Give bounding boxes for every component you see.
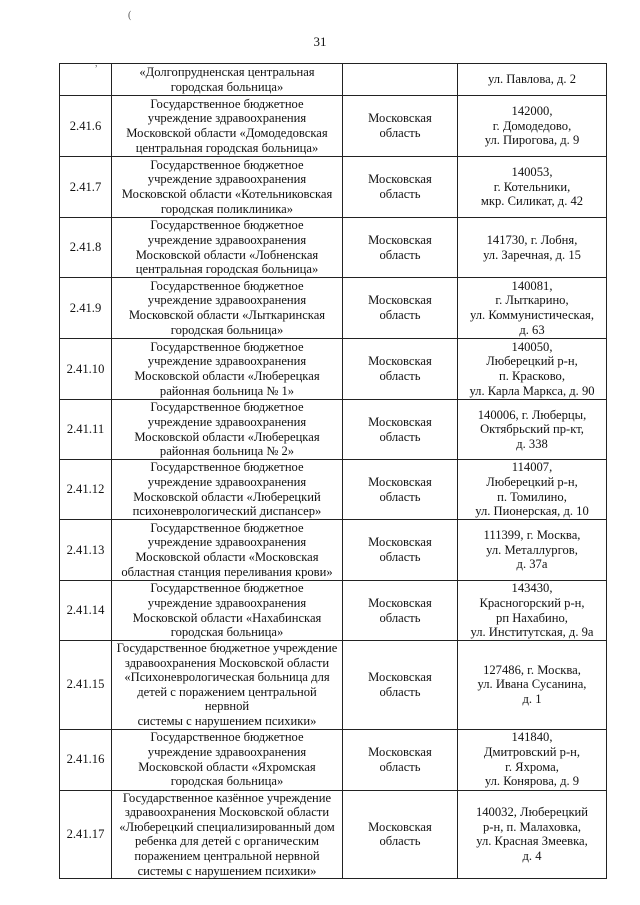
address: ул. Павлова, д. 2	[458, 64, 607, 96]
table-row	[60, 64, 607, 96]
row-number: 2.41.13	[60, 520, 112, 581]
table-row	[60, 339, 607, 400]
region: Московская область	[343, 96, 458, 157]
institution-name: Государственное бюджетное учреждение здравоохранения Московской области «Лыткаринская городская больница»	[112, 278, 343, 339]
address: 143430, Красногорский р-н, рп Нахабино, ул. Институтская, д. 9а	[458, 581, 607, 641]
address: 140032, Люберецкий р-н, п. Малаховка, ул. Красная Змеевка, д. 4	[458, 790, 607, 879]
region	[343, 64, 458, 96]
region: Московская область	[343, 278, 458, 339]
row-number: 2.41.6	[60, 96, 112, 157]
row-number: 2.41.17	[60, 790, 112, 879]
table-row	[60, 157, 607, 218]
address: 140050, Люберецкий р-н, п. Красково, ул. Карла Маркса, д. 90	[458, 339, 607, 400]
table-row	[60, 790, 607, 879]
row-number: 2.41.14	[60, 581, 112, 641]
institution-name: Государственное бюджетное учреждение здравоохранения Московской области «Люберецкая районная больница № 2»	[112, 400, 343, 460]
row-number: 2.41.7	[60, 157, 112, 218]
institution-name: Государственное бюджетное учреждение здравоохранения Московской области «Яхромская городская больница»	[112, 729, 343, 790]
region: Московская область	[343, 157, 458, 218]
address: 140081, г. Лыткарино, ул. Коммунистическая, д. 63	[458, 278, 607, 339]
address: 142000, г. Домодедово, ул. Пирогова, д. 9	[458, 96, 607, 157]
table-row	[60, 278, 607, 339]
row-number: 2.41.8	[60, 218, 112, 278]
region: Московская область	[343, 400, 458, 460]
institution-name: Государственное казённое учреждение здравоохранения Московской области «Люберецкий специализированный дом ребенка для детей с органическим поражением центральной нервной системы с нарушением психики»	[112, 790, 343, 879]
table-row	[60, 641, 607, 730]
address: 141840, Дмитровский р-н, г. Яхрома, ул. Конярова, д. 9	[458, 729, 607, 790]
table-row	[60, 520, 607, 581]
institution-name: Государственное бюджетное учреждение здравоохранения Московской области «Лобненская центральная городская больница»	[112, 218, 343, 278]
region: Московская область	[343, 218, 458, 278]
row-number: 2.41.12	[60, 460, 112, 520]
institution-name: Государственное бюджетное учреждение здравоохранения Московской области «Московская областная станция переливания крови»	[112, 520, 343, 581]
institution-name: Государственное бюджетное учреждение здравоохранения Московской области «Люберецкий психоневрологический диспансер»	[112, 460, 343, 520]
table-row	[60, 218, 607, 278]
institution-name: «Долгопрудненская центральная городская больница»	[112, 64, 343, 96]
institution-name: Государственное бюджетное учреждение здравоохранения Московской области «Котельниковская городская поликлиника»	[112, 157, 343, 218]
address: 141730, г. Лобня, ул. Заречная, д. 15	[458, 218, 607, 278]
region: Московская область	[343, 581, 458, 641]
institution-name: Государственное бюджетное учреждение здравоохранения Московской области «Домодедовская центральная городская больница»	[112, 96, 343, 157]
table-row	[60, 729, 607, 790]
address: 127486, г. Москва, ул. Ивана Сусанина, д. 1	[458, 641, 607, 730]
scan-artifact-mark: (	[128, 10, 132, 21]
row-number	[60, 64, 112, 96]
table-row	[60, 96, 607, 157]
row-number: 2.41.11	[60, 400, 112, 460]
table-row	[60, 581, 607, 641]
institution-name: Государственное бюджетное учреждение здравоохранения Московской области «Психоневрологическая больница для детей с поражением центральной нервной системы с нарушением психики»	[112, 641, 343, 730]
row-number: 2.41.15	[60, 641, 112, 730]
address: 111399, г. Москва, ул. Металлургов, д. 37а	[458, 520, 607, 581]
table-row	[60, 460, 607, 520]
scan-artifact-mark: ,	[95, 58, 98, 69]
region: Московская область	[343, 339, 458, 400]
row-number: 2.41.9	[60, 278, 112, 339]
row-number: 2.41.10	[60, 339, 112, 400]
region: Московская область	[343, 520, 458, 581]
institution-name: Государственное бюджетное учреждение здравоохранения Московской области «Нахабинская городская больница»	[112, 581, 343, 641]
address: 140006, г. Люберцы, Октябрьский пр-кт, д. 338	[458, 400, 607, 460]
region: Московская область	[343, 729, 458, 790]
institution-name: Государственное бюджетное учреждение здравоохранения Московской области «Люберецкая районная больница № 1»	[112, 339, 343, 400]
table-row	[60, 400, 607, 460]
row-number: 2.41.16	[60, 729, 112, 790]
address: 114007, Люберецкий р-н, п. Томилино, ул. Пионерская, д. 10	[458, 460, 607, 520]
address: 140053, г. Котельники, мкр. Силикат, д. 42	[458, 157, 607, 218]
institutions-table	[59, 63, 607, 879]
region: Московская область	[343, 460, 458, 520]
page-number: 31	[313, 34, 327, 49]
region: Московская область	[343, 641, 458, 730]
region: Московская область	[343, 790, 458, 879]
